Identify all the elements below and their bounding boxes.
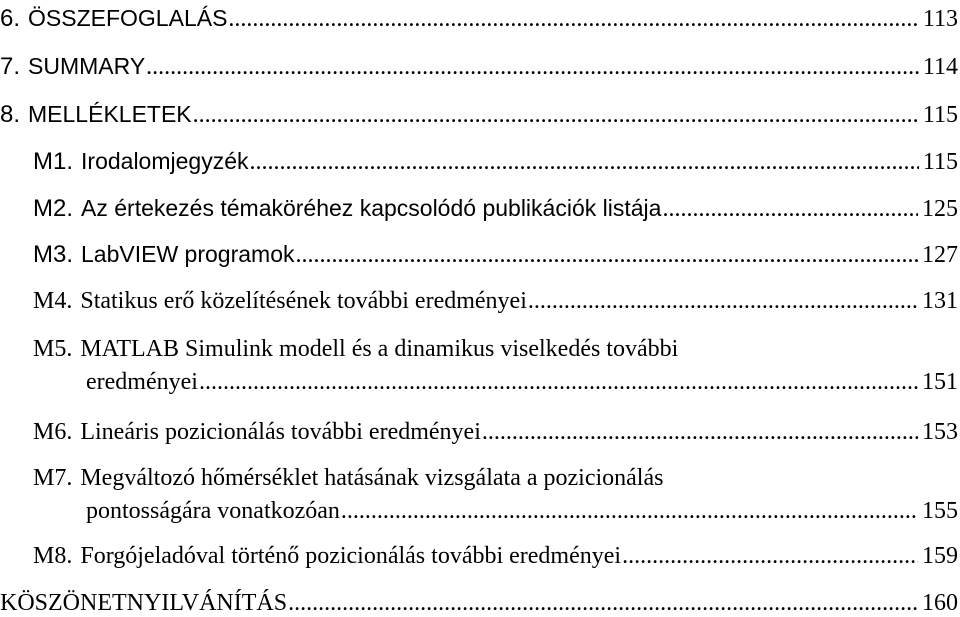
dot-leader bbox=[296, 241, 919, 269]
toc-entry-title: LabVIEW programok bbox=[81, 241, 295, 267]
toc-entry-m4[interactable] bbox=[33, 287, 958, 315]
toc-entry-page: 114 bbox=[922, 54, 958, 80]
toc-entry-m6[interactable] bbox=[33, 418, 958, 446]
dot-leader bbox=[146, 53, 919, 81]
toc-entry-title-line2: eredményei bbox=[86, 369, 198, 395]
toc-entry-number: M6. bbox=[33, 419, 73, 445]
toc-entry-number: M3. bbox=[33, 241, 74, 268]
toc-entry-number: M8. bbox=[33, 543, 73, 569]
toc-entry-page: 115 bbox=[922, 149, 958, 175]
toc-entry-m5[interactable] bbox=[33, 335, 958, 396]
toc-entry-number: 6. bbox=[0, 5, 21, 32]
toc-entry-8[interactable] bbox=[0, 100, 958, 128]
toc-entry-title-line2: pontosságára vonatkozóan bbox=[86, 498, 340, 524]
toc-entry-title-line1: Megváltozó hőmérséklet hatásának vizsgálata a pozicionálás bbox=[80, 465, 664, 491]
toc-entry-title: MELLÉKLETEK bbox=[28, 101, 192, 127]
toc-entry-title: SUMMARY bbox=[28, 53, 146, 79]
dot-leader bbox=[482, 418, 918, 446]
toc-entry-number: 8. bbox=[0, 101, 21, 128]
toc-entry-title: Forgójeladóval történő pozicionálás további eredményei bbox=[80, 543, 622, 569]
toc-entry-title: Irodalomjegyzék bbox=[81, 148, 249, 174]
toc-entry-title: ÖSSZEFOGLALÁS bbox=[28, 5, 228, 31]
dot-leader bbox=[622, 542, 918, 570]
toc-entry-page: 125 bbox=[922, 196, 958, 222]
toc-entry-6[interactable] bbox=[0, 4, 958, 32]
dot-leader bbox=[249, 148, 918, 176]
toc-entry-m7[interactable] bbox=[33, 464, 958, 525]
toc-entry-m3[interactable] bbox=[33, 240, 958, 268]
toc-entry-acknowledgements[interactable] bbox=[0, 589, 958, 617]
toc-entry-number: 7. bbox=[0, 53, 21, 80]
toc-entry-page: 113 bbox=[922, 6, 958, 32]
toc-entry-page: 115 bbox=[922, 102, 958, 128]
toc-entry-title-line1: MATLAB Simulink modell és a dinamikus viselkedés további bbox=[80, 336, 679, 362]
toc-entry-page: 155 bbox=[922, 498, 958, 524]
dot-leader bbox=[662, 195, 918, 223]
toc-entry-title: Az értekezés témaköréhez kapcsolódó publikációk listája bbox=[81, 195, 662, 221]
toc-entry-number: M5. bbox=[33, 336, 73, 362]
dot-leader bbox=[228, 5, 918, 33]
dot-leader bbox=[288, 589, 918, 617]
toc-entry-7[interactable] bbox=[0, 52, 958, 80]
toc-entry-title: Lineáris pozicionálás további eredményei bbox=[80, 419, 481, 445]
toc-entry-page: 127 bbox=[922, 242, 958, 268]
toc-entry-page: 159 bbox=[922, 543, 958, 569]
dot-leader bbox=[193, 101, 919, 129]
dot-leader bbox=[199, 368, 918, 396]
toc-entry-number: M1. bbox=[33, 148, 74, 175]
toc-entry-number: M4. bbox=[33, 288, 73, 314]
toc-entry-number: M7. bbox=[33, 465, 73, 491]
toc-entry-title: Statikus erő közelítésének további eredményei bbox=[80, 288, 527, 314]
toc-entry-number: M2. bbox=[33, 195, 74, 222]
dot-leader bbox=[341, 497, 918, 525]
toc-entry-page: 160 bbox=[922, 590, 958, 616]
toc-entry-m8[interactable] bbox=[33, 542, 958, 570]
toc-entry-page: 151 bbox=[922, 369, 958, 395]
toc-entry-title: KÖSZÖNETNYILVÁNÍTÁS bbox=[0, 590, 288, 616]
toc-entry-m2[interactable] bbox=[33, 194, 958, 222]
toc-entry-page: 153 bbox=[922, 419, 958, 445]
toc-entry-m1[interactable] bbox=[33, 147, 958, 175]
toc-entry-page: 131 bbox=[922, 288, 958, 314]
dot-leader bbox=[528, 287, 918, 315]
